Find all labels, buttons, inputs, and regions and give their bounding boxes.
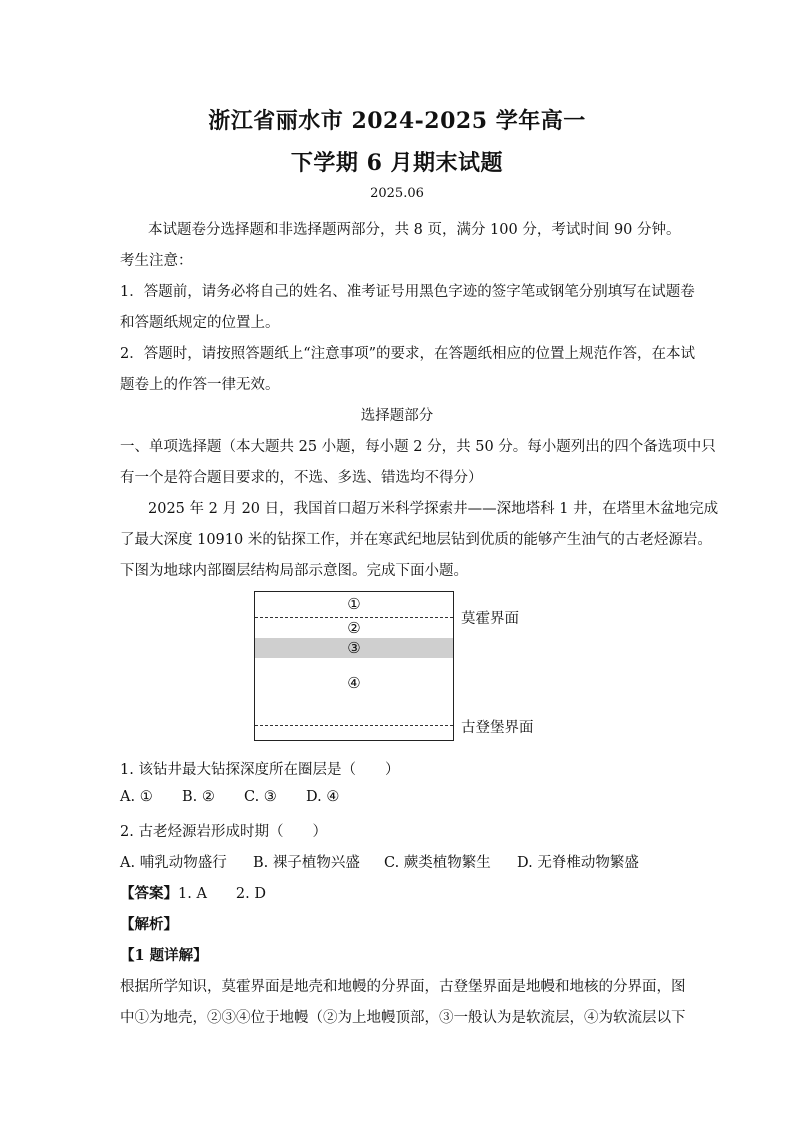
answer-values: 1. A 2. D [178,886,266,902]
page-title-line2: 下学期 6 月期末试题 [290,150,504,176]
page-title-line1: 浙江省丽水市 2024-2025 学年高一 [208,108,586,134]
passage-line2: 了最大深度 10910 米的钻探工作，并在寒武纪地层钻到优质的能够产生油气的古老烃源岩。 [120,532,712,548]
gutenberg-boundary-line [255,725,453,726]
passage-line3: 下图为地球内部圈层结构局部示意图。完成下面小题。 [120,563,468,579]
layer-label-4: ④ [347,674,361,692]
detail-label: 【1 题详解】 [120,947,208,964]
moho-label: 莫霍界面 [461,611,519,627]
answer-line [120,882,680,903]
layer-label-1: ① [347,595,361,613]
option-c: C. 蕨类植物繁生 [384,855,491,871]
notice-2-line2: 题卷上的作答一律无效。 [120,377,280,393]
analysis-label: 【解析】 [120,916,178,933]
analysis-text-line2: 中①为地壳，②③④位于地幔（②为上地幔顶部，③一般认为是软流层，④为软流层以下 [120,1010,686,1026]
answer-label: 【答案】 [120,885,178,902]
option-b: B. 裸子植物兴盛 [253,855,360,871]
paper-info: 本试题卷分选择题和非选择题两部分，共 8 页，满分 100 分，考试时间 90 分钟。 [148,222,681,238]
option-d: D. 无脊椎动物繁盛 [517,855,639,871]
layer-label-2: ② [347,619,361,637]
gutenberg-label: 古登堡界面 [461,720,534,736]
exam-date: 2025.06 [370,186,424,201]
question-1-stem: 1. 该钻井最大钻探深度所在圈层是（ ） [120,762,400,778]
notice-1-line2: 和答题纸规定的位置上。 [120,315,280,331]
section-heading-line1: 一、单项选择题（本大题共 25 小题，每小题 2 分，共 50 分。每小题列出的四个备选项中只 [120,439,716,455]
section-title: 选择题部分 [360,408,434,424]
notice-title: 考生注意： [120,253,193,269]
option-a: A. 哺乳动物盛行 [120,855,227,871]
analysis-text-line1: 根据所学知识，莫霍界面是地壳和地幔的分界面，古登堡界面是地幔和地核的分界面，图 [120,979,686,995]
option-c: C. ③ [244,789,277,805]
option-a: A. ① [120,789,153,805]
question-2-stem: 2. 古老烃源岩形成时期（ ） [120,824,327,840]
earth-layers-diagram [254,591,454,741]
layer-label-3: ③ [347,639,361,657]
option-d: D. ④ [306,789,340,805]
passage-line1: 2025 年 2 月 20 日，我国首口超万米科学探索井——深地塔科 1 井，在塔里木盆地完成 [148,501,719,517]
option-b: B. ② [182,789,215,805]
notice-1-line1: 1．答题前，请务必将自己的姓名、准考证号用黑色字迹的签字笔或钢笔分别填写在试题卷 [120,284,695,300]
section-heading-line2: 有一个是符合题目要求的，不选、多选、错选均不得分） [120,470,483,486]
moho-boundary-line [255,617,453,618]
notice-2-line1: 2．答题时，请按照答题纸上“注意事项”的要求，在答题纸相应的位置上规范作答，在本试 [120,346,696,362]
